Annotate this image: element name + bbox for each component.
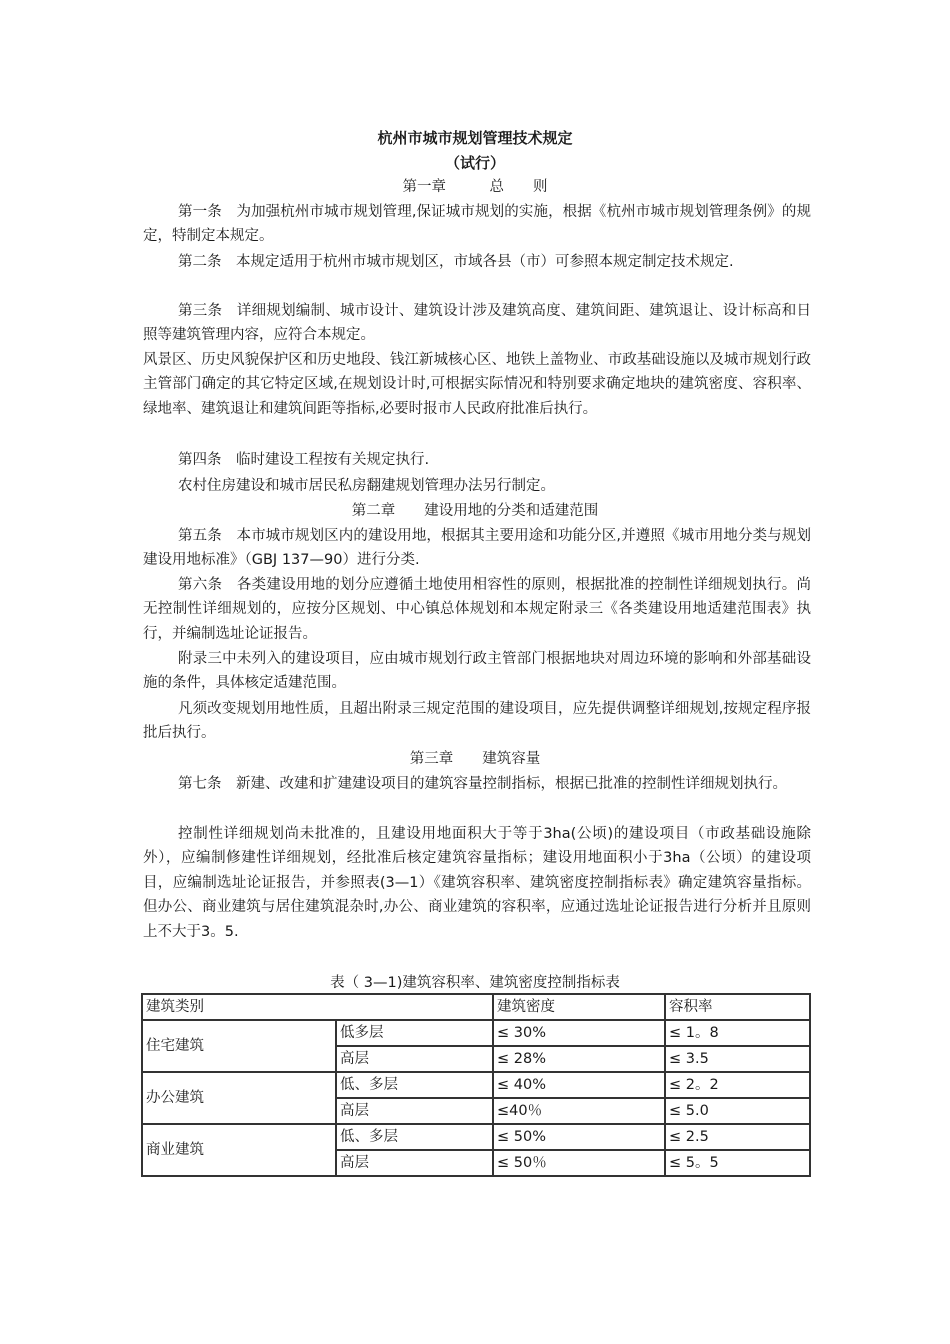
density-cell: ≤ 28% xyxy=(493,1046,665,1072)
category-cell: 商业建筑 xyxy=(142,1124,336,1176)
category-cell: 住宅建筑 xyxy=(142,1020,336,1072)
subcategory-cell: 高层 xyxy=(336,1046,493,1072)
article-5: 第五条 本市城市规划区内的建设用地，根据其主要用途和功能分区,并遵照《城市用地分类与规划建设用地标准》（GBJ 137—90）进行分类. xyxy=(143,528,811,569)
header-density: 建筑密度 xyxy=(493,994,665,1020)
subcategory-cell: 低多层 xyxy=(336,1020,493,1046)
far-cell: ≤ 3.5 xyxy=(665,1046,810,1072)
table-caption: 表（ 3—1)建筑容积率、建筑密度控制指标表 xyxy=(330,975,620,991)
chapter-2-heading: 第二章 建设用地的分类和适建范围 xyxy=(351,503,599,519)
category-cell: 办公建筑 xyxy=(142,1072,336,1124)
chapter-3-heading: 第三章 建筑容量 xyxy=(409,751,541,767)
far-cell: ≤ 1。8 xyxy=(665,1020,810,1046)
header-far: 容积率 xyxy=(665,994,810,1020)
article-6-supplement-1: 附录三中未列入的建设项目，应由城市规划行政主管部门根据地块对周边环境的影响和外部基础设施的条件，具体核定适建范围。 xyxy=(143,651,811,692)
article-6: 第六条 各类建设用地的划分应遵循土地使用相容性的原则，根据批准的控制性详细规划执行。尚无控制性详细规划的，应按分区规划、中心镇总体规划和本规定附录三《各类建设用地适建范围表》执行，并编制选址论证报告。 xyxy=(143,577,811,642)
article-6-supplement-2: 凡须改变规划用地性质，且超出附录三规定范围的建设项目，应先提供调整详细规划,按规定程序报批后执行。 xyxy=(143,701,811,742)
subcategory-cell: 高层 xyxy=(336,1098,493,1124)
article-1: 第一条 为加强杭州市城市规划管理,保证城市规划的实施，根据《杭州市城市规划管理条例》的规定，特制定本规定。 xyxy=(143,204,811,245)
far-cell: ≤ 5.0 xyxy=(665,1098,810,1124)
density-cell: ≤ 50% xyxy=(493,1124,665,1150)
article-2: 第二条 本规定适用于杭州市城市规划区，市域各县（市）可参照本规定制定技术规定. xyxy=(178,254,734,270)
chapter-1-heading: 第一章 总 则 xyxy=(402,179,548,195)
article-4: 第四条 临时建设工程按有关规定执行. xyxy=(178,452,430,468)
article-4-supplement: 农村住房建设和城市居民私房翻建规划管理办法另行制定。 xyxy=(178,478,555,494)
density-cell: ≤ 50％ xyxy=(493,1150,665,1176)
header-category: 建筑类别 xyxy=(142,994,493,1020)
density-cell: ≤ 40% xyxy=(493,1072,665,1098)
article-7: 第七条 新建、改建和扩建建设项目的建筑容量控制指标，根据已批准的控制性详细规划执行。 xyxy=(178,776,787,792)
far-cell: ≤ 2.5 xyxy=(665,1124,810,1150)
article-7-supplement: 控制性详细规划尚未批准的，且建设用地面积大于等于3ha(公顷)的建设项目（市政基础设施除外），应编制修建性详细规划，经批准后核定建筑容量指标；建设用地面积小于3ha（公顷）的建设项目，应编制选址论证报告，并参照表(3—1）《建筑容积率、建筑密度控制指标表》确定建筑容量指标。但办公、商业建筑与居住建筑混杂时,办公、商业建筑的容积率，应通过选址论证报告进行分析并且原则上不大于3。5. xyxy=(143,826,811,940)
subcategory-cell: 低、多层 xyxy=(336,1072,493,1098)
far-cell: ≤ 5。5 xyxy=(665,1150,810,1176)
subcategory-cell: 高层 xyxy=(336,1150,493,1176)
article-3: 第三条 详细规划编制、城市设计、建筑设计涉及建筑高度、建筑间距、建筑退让、设计标高和日照等建筑管理内容，应符合本规定。 xyxy=(143,303,811,344)
building-ratio-table xyxy=(141,993,811,1177)
subcategory-cell: 低、多层 xyxy=(336,1124,493,1150)
density-cell: ≤40％ xyxy=(493,1098,665,1124)
document-subtitle: （试行） xyxy=(444,154,505,172)
table-row xyxy=(142,1020,810,1046)
far-cell: ≤ 2。2 xyxy=(665,1072,810,1098)
density-cell: ≤ 30% xyxy=(493,1020,665,1046)
table-header-row xyxy=(142,994,810,1020)
document-title: 杭州市城市规划管理技术规定 xyxy=(377,129,573,147)
table-row xyxy=(142,1124,810,1150)
table-row xyxy=(142,1072,810,1098)
article-3-supplement: 风景区、历史风貌保护区和历史地段、钱江新城核心区、地铁上盖物业、市政基础设施以及城市规划行政主管部门确定的其它特定区域,在规划设计时,可根据实际情况和特别要求确定地块的建筑密度、容积率、绿地率、建筑退让和建筑间距等指标,必要时报市人民政府批准后执行。 xyxy=(143,352,811,417)
